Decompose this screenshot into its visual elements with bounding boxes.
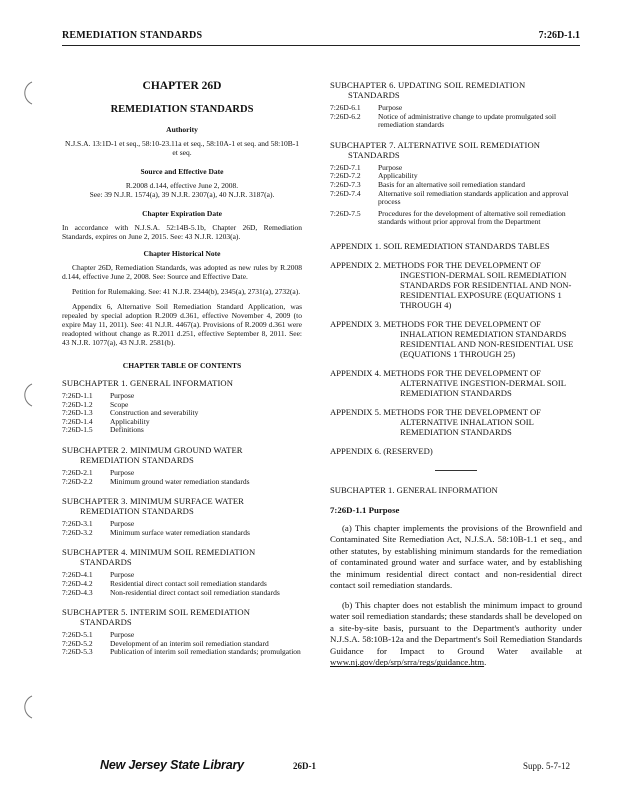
- toc-row: 7:26D-3.2 Minimum surface water remediation standards: [62, 527, 250, 537]
- toc-row: 7:26D-6.1 Purpose: [330, 103, 403, 112]
- toc-subchapter-4: [62, 547, 302, 597]
- appendix-4: APPENDIX 4. METHODS FOR THE DEVELOPMENT OF ALTERNATIVE INGESTION-DERMAL SOIL REMEDIATION STANDARDS: [330, 367, 566, 398]
- toc-subchapter-3: [62, 496, 302, 537]
- binder-hole-mark: [14, 694, 36, 720]
- toc-subchapter-2: [62, 445, 302, 486]
- toc-title: CHAPTER TABLE OF CONTENTS: [122, 361, 242, 370]
- subchapter-heading: SUBCHAPTER 4. MINIMUM SOIL REMEDIATION STANDARDS: [62, 547, 256, 568]
- history-paragraph-1: Chapter 26D, Remediation Standards, was adopted as new rules by R.2008 d.144, effective June 2, 2008. See: Source and Effective Date.: [62, 263, 302, 281]
- paragraph-a: (a) This chapter implements the provisions of the Brownfield and Contaminated Site Remediation Act, N.J.S.A. 58:10B-1.1 et seq., and other statutes, by establishing minimum standards for the remediation of contaminated ground water and surface water, and by establishing the minimum residential direct contact and non-residential direct contact soil remediation standards.: [330, 522, 582, 591]
- history-heading: Chapter Historical Note: [143, 249, 221, 258]
- source-heading: Source and Effective Date: [140, 167, 224, 176]
- toc-row: 7:26D-5.3 Publication of interim soil remediation standards; promulgation: [62, 647, 301, 657]
- toc-row: 7:26D-6.2 Notice of administrative change to update promulgated soil remediation standards: [330, 111, 557, 130]
- toc-row: 7:26D-1.2 Scope: [62, 399, 129, 409]
- header-rule: [62, 45, 580, 46]
- toc-row: 7:26D-1.4 Applicability: [62, 416, 150, 426]
- section-divider: [435, 470, 477, 471]
- subchapter-heading: SUBCHAPTER 3. MINIMUM SURFACE WATER REMEDIATION STANDARDS: [62, 496, 245, 517]
- binder-hole-mark: [14, 80, 36, 106]
- history-paragraph-3: Appendix 6, Alternative Soil Remediation Standard Application, was repealed by special adoption R.2009 d.361, effective November 4, 2009 (to expire May 11, 2011). See: 41 N.J.R. 4467(a). Provisions of R.2009 d.361 were readopted without change as R.2011 d.251, effective September 8, 2011. See: 43 N.J.R. 1077(a), 43 N.J.R. 2581(b).: [62, 302, 302, 347]
- subchapter-heading: SUBCHAPTER 2. MINIMUM GROUND WATER REMEDIATION STANDARDS: [62, 444, 243, 465]
- supplement-date: Supp. 5-7-12: [523, 761, 570, 771]
- appendix-1: APPENDIX 1. SOIL REMEDIATION STANDARDS TABLES: [330, 240, 550, 251]
- right-column: [330, 80, 582, 677]
- toc-row: 7:26D-1.5 Definitions: [62, 425, 144, 435]
- library-watermark: New Jersey State Library: [100, 758, 244, 772]
- source-text-1: R.2008 d.144, effective June 2, 2008.: [125, 181, 239, 190]
- toc-row: 7:26D-5.1 Purpose: [62, 630, 135, 640]
- history-paragraph-2: Petition for Rulemaking. See: 41 N.J.R. 2344(b), 2345(a), 2731(a), 2732(a).: [72, 287, 301, 296]
- running-header-title: REMEDIATION STANDARDS: [62, 30, 203, 41]
- subchapter-heading: SUBCHAPTER 1. GENERAL INFORMATION: [62, 378, 234, 388]
- toc-row: 7:26D-3.1 Purpose: [62, 519, 135, 529]
- toc-subchapter-1: [62, 378, 302, 435]
- toc-row: 7:26D-7.3 Basis for an alternative soil remediation standard: [330, 179, 526, 189]
- left-column: [62, 80, 302, 667]
- paragraph-b: (b) This chapter does not establish the minimum impact to ground water soil remediation standards; these standards shall be developed on a site-by-site basis, pursuant to the Department's authority under N.J.S.A. 58:10B-12a and the Department's Soil Remediation Standards Guidance for Impact to Ground Water available at www.nj.gov/dep/srp/srra/regs/guidance.htm.: [330, 599, 582, 668]
- subchapter-heading: SUBCHAPTER 6. UPDATING SOIL REMEDIATION STANDARDS: [330, 80, 526, 100]
- toc-row: 7:26D-2.1 Purpose: [62, 467, 135, 477]
- toc-row: 7:26D-7.4 Alternative soil remediation standards application and approval process: [330, 188, 569, 207]
- expiration-text: In accordance with N.J.S.A. 52:14B-5.1b, Chapter 26D, Remediation Standards, expires on June 2, 2015. See: 43 N.J.R. 1203(a).: [62, 223, 302, 241]
- toc-subchapter-5: [62, 607, 302, 657]
- chapter-title: CHAPTER 26D: [142, 80, 222, 92]
- expiration-heading: Chapter Expiration Date: [142, 209, 222, 218]
- toc-row: 7:26D-4.1 Purpose: [62, 570, 135, 580]
- running-header-section: 7:26D-1.1: [538, 30, 580, 41]
- binder-hole-mark: [14, 382, 36, 408]
- subchapter-heading: SUBCHAPTER 5. INTERIM SOIL REMEDIATION STANDARDS: [62, 607, 251, 628]
- page-number: 26D-1: [293, 761, 316, 771]
- section-title: 7:26D-1.1 Purpose: [330, 504, 400, 515]
- body-subchapter-heading: SUBCHAPTER 1. GENERAL INFORMATION: [330, 484, 498, 495]
- toc-row: 7:26D-4.3 Non-residential direct contact soil remediation standards: [62, 587, 280, 597]
- toc-row: 7:26D-7.1 Purpose: [330, 162, 403, 172]
- toc-row: 7:26D-1.1 Purpose: [62, 391, 135, 400]
- appendix-6: APPENDIX 6. (RESERVED): [330, 445, 433, 456]
- source-text-2: See: 39 N.J.R. 1574(a), 39 N.J.R. 2307(a), 40 N.J.R. 3187(a).: [89, 190, 275, 199]
- subchapter-heading: SUBCHAPTER 7. ALTERNATIVE SOIL REMEDIATION STANDARDS: [330, 139, 541, 160]
- toc-row: 7:26D-4.2 Residential direct contact soil remediation standards: [62, 578, 267, 588]
- toc-row: 7:26D-7.2 Applicability: [330, 171, 418, 181]
- toc-subchapter-7: [330, 140, 582, 227]
- appendix-5: APPENDIX 5. METHODS FOR THE DEVELOPMENT OF ALTERNATIVE INHALATION SOIL REMEDIATION STANDARDS: [330, 406, 541, 437]
- toc-row: 7:26D-1.3 Construction and severability: [62, 408, 199, 418]
- toc-row: 7:26D-2.2 Minimum ground water remediation standards: [62, 476, 250, 486]
- authority-heading: Authority: [166, 125, 198, 134]
- guidance-link[interactable]: www.nj.gov/dep/srp/srra/regs/guidance.htm: [330, 657, 485, 668]
- appendix-2: APPENDIX 2. METHODS FOR THE DEVELOPMENT OF INGESTION-DERMAL SOIL REMEDIATION STANDARDS FOR RESIDENTIAL AND NON-RESIDENTIAL EXPOSURE (EQUATIONS 1 THROUGH 4): [330, 259, 572, 310]
- authority-text: N.J.S.A. 13:1D-1 et seq., 58:10-23.11a et seq., 58:10A-1 et seq. and 58:10B-1 et seq.: [64, 139, 300, 157]
- toc-row: 7:26D-5.2 Development of an interim soil remediation standard: [62, 638, 269, 648]
- toc-row: 7:26D-7.5 Procedures for the development of alternative soil remediation standards without prior approval from the Department: [330, 208, 566, 227]
- chapter-name: REMEDIATION STANDARDS: [110, 104, 254, 115]
- toc-subchapter-6: [330, 80, 582, 130]
- appendix-3: APPENDIX 3. METHODS FOR THE DEVELOPMENT OF INHALATION REMEDIATION STANDARDS RESIDENTIAL AND NON-RESIDENTIAL USE (EQUATIONS 1 THROUGH 25): [330, 318, 574, 359]
